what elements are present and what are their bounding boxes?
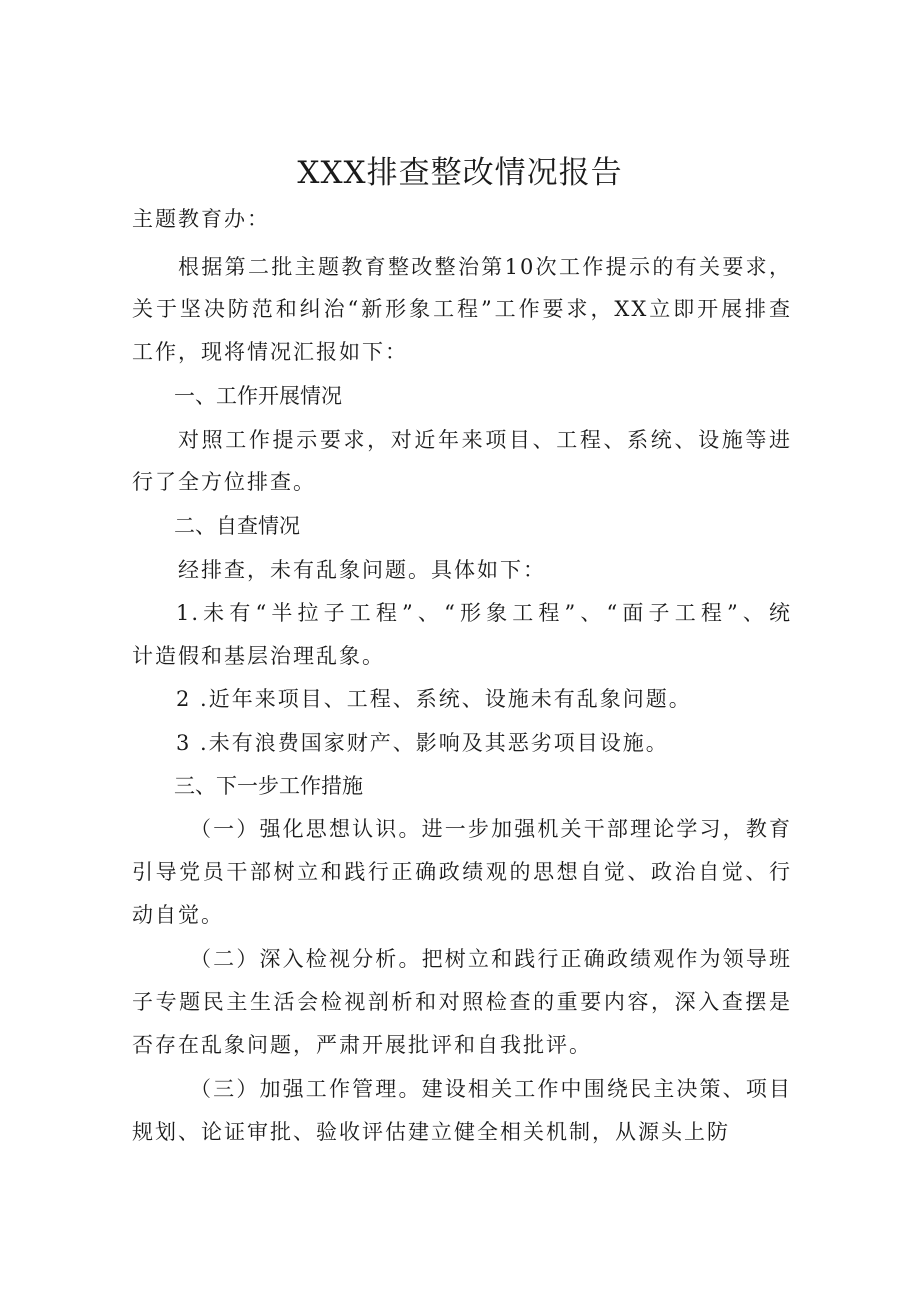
intro-line-3: 工作，现将情况汇报如下：: [132, 340, 408, 364]
section1-line-2: 行了全方位排查。: [132, 470, 316, 494]
salutation: 主题教育办：: [132, 207, 270, 231]
measure-1-line-3: 动自觉。: [132, 903, 224, 927]
self-check-item-1-line-2: 计造假和基层治理乱象。: [132, 644, 385, 668]
measure-2-line-3: 否存在乱象问题，严肃开展批评和自我批评。: [132, 1033, 592, 1057]
self-check-item-3: 3 .未有浪费国家财产、影响及其恶劣项目设施。: [176, 731, 669, 755]
section-heading-self-check: 二、自查情况: [174, 514, 300, 538]
measure-3-line-1: （三）加强工作管理。建设相关工作中围绕民主决策、项目: [190, 1077, 792, 1101]
self-check-item-2: 2 .近年来项目、工程、系统、设施未有乱象问题。: [176, 687, 692, 711]
measure-2-line-1: （二）深入检视分析。把树立和践行正确政绩观作为领导班: [190, 947, 792, 971]
section-heading-work-progress: 一、工作开展情况: [174, 384, 342, 408]
measure-1-line-1: （一）强化思想认识。进一步加强机关干部理论学习，教育: [190, 817, 792, 841]
intro-line-2: 关于坚决防范和纠治“新形象工程”工作要求，XX立即开展排查: [132, 297, 792, 321]
section2-lead: 经排查，未有乱象问题。具体如下：: [178, 558, 546, 582]
document-title: XXX排查整改情况报告: [297, 155, 623, 191]
section-heading-next-steps: 三、下一步工作措施: [174, 774, 363, 798]
self-check-item-1-line-1: 1.未有“半拉子工程”、“形象工程”、“面子工程”、统: [176, 601, 792, 625]
measure-1-line-2: 引导党员干部树立和践行正确政绩观的思想自觉、政治自觉、行: [132, 860, 792, 884]
measure-2-line-2: 子专题民主生活会检视剖析和对照检查的重要内容，深入查摆是: [132, 990, 792, 1014]
intro-line-1: 根据第二批主题教育整改整治第10次工作提示的有关要求，: [178, 255, 792, 279]
measure-3-line-2: 规划、论证审批、验收评估建立健全相关机制，从源头上防: [132, 1120, 730, 1144]
section1-line-1: 对照工作提示要求，对近年来项目、工程、系统、设施等进: [178, 428, 792, 452]
